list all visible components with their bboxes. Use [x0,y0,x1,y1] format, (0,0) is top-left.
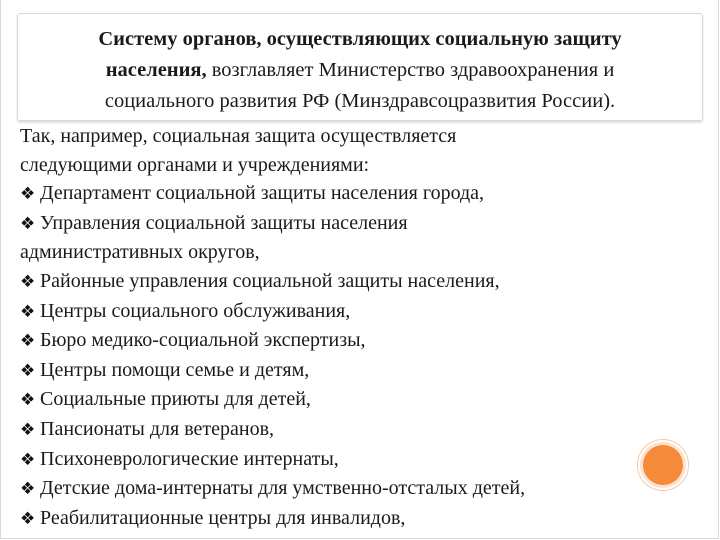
list-item: ❖ Детские дома-интернаты для умственно-отсталых детей, [20,474,660,504]
list-item: ❖ Пансионаты для ветеранов, [20,415,660,445]
list-item: ❖ Реабилитационные центры для инвалидов, [20,504,660,534]
bullet-icon: ❖ [20,449,36,470]
bullet-icon: ❖ [20,331,36,352]
list-item: ❖ Психоневрологические интернаты, [20,445,660,475]
bullet-icon: ❖ [20,419,36,440]
list-item: ❖ Департамент социальной защиты населения города, [20,179,660,209]
decorative-circle-icon [643,445,683,485]
bullet-icon: ❖ [20,301,36,322]
bullet-icon: ❖ [20,271,36,292]
title-line-1: Систему органов, осуществляющих социальную защиту [98,28,622,50]
bullet-icon: ❖ [20,360,36,381]
list-item: ❖ Социальные приюты для детей, [20,385,660,415]
intro-line: следующими органами и учреждениями: [20,153,370,176]
list-item: ❖ Бюро медико-социальной экспертизы, [20,326,660,356]
slide-body [20,122,660,533]
bullet-icon: ❖ [20,184,36,205]
list-item-continuation: административных округов, [20,241,260,264]
bullet-icon: ❖ [20,508,36,529]
intro-line: Так, например, социальная защита осуществляется [20,125,457,147]
title-line-3: социального развития РФ (Минздравсоцразвития России). [104,90,616,112]
list-item: ❖ Центры помощи семье и детям, [20,356,660,386]
slide-title-box [17,13,703,121]
list-item: ❖ Центры социального обслуживания, [20,297,660,327]
list-item: ❖ Районные управления социальной защиты населения, [20,267,660,297]
title-line-2: населения, возглавляет Министерство здравоохранения и [105,59,615,81]
bullet-icon: ❖ [20,390,36,411]
list-item: ❖ Управления социальной защиты населения [20,209,660,239]
bullet-icon: ❖ [20,213,36,234]
bullet-icon: ❖ [20,479,36,500]
